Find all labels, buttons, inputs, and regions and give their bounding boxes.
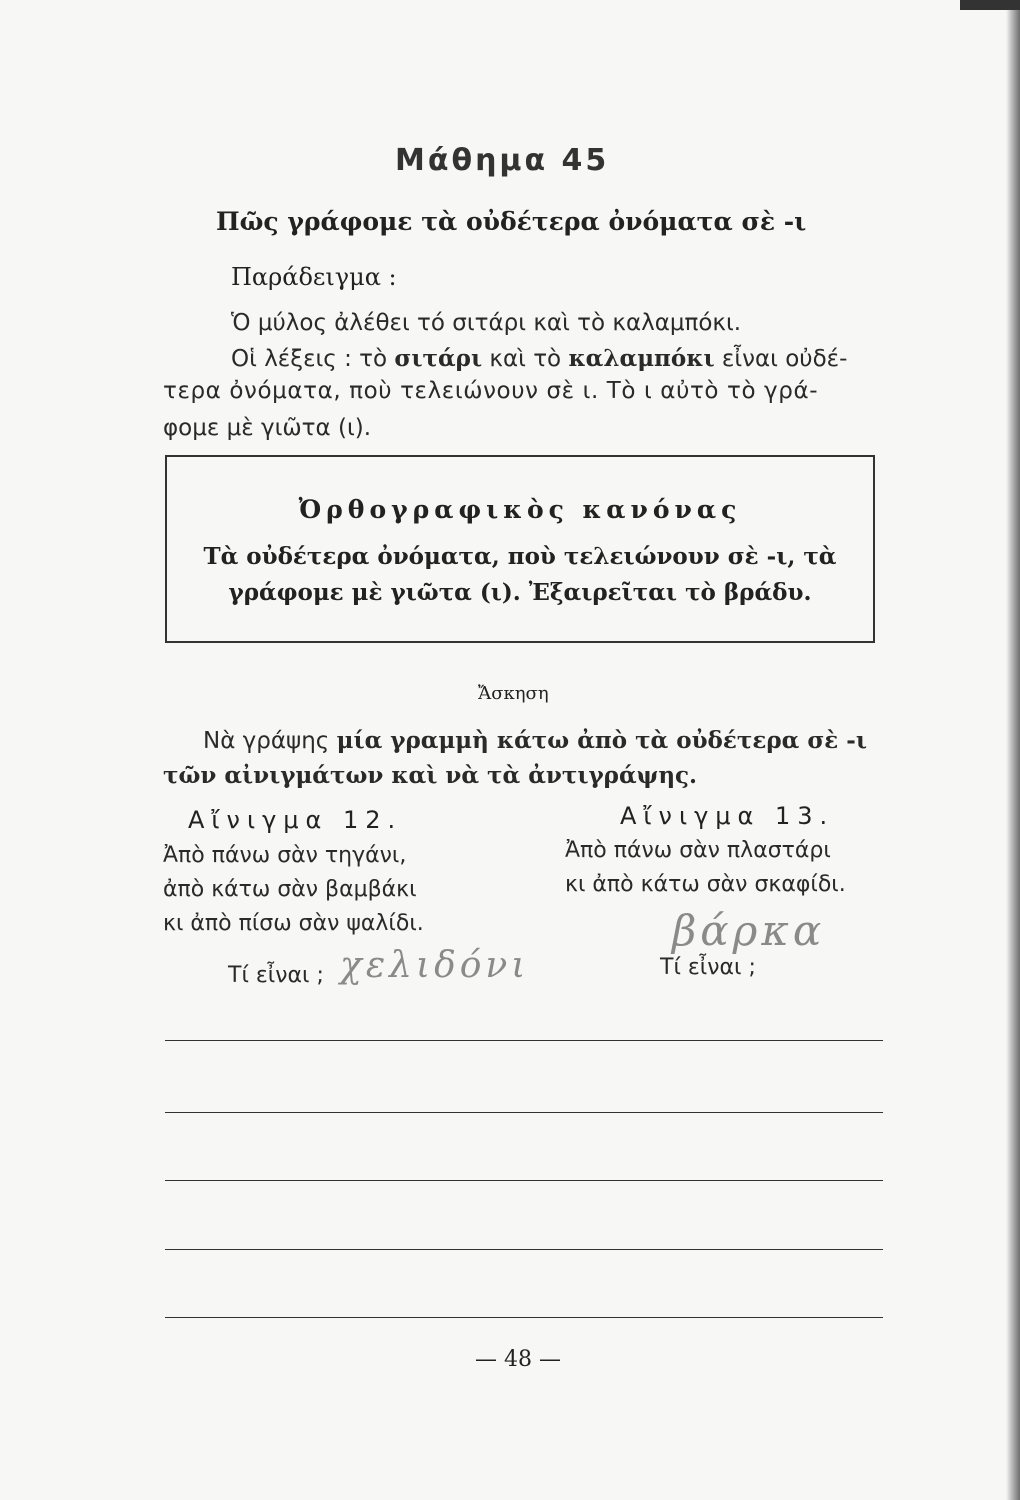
exercise-instruction-line-2: τῶν αἰνιγμάτων καὶ νὰ τὰ ἀντιγράψης. — [163, 762, 698, 789]
example-keyword-kalampoki: καλαμπόκι — [568, 345, 715, 372]
riddle-13-heading: Αἴνιγμα 13. — [620, 802, 835, 830]
answer-line-4 — [165, 1249, 883, 1250]
example-line-4: φομε μὲ γιῶτα (ι). — [163, 415, 372, 441]
exercise-instruction-line-1 — [203, 727, 867, 754]
example-line-2-part-a: Οἱ λέξεις : τὸ — [231, 346, 388, 372]
riddle-12-line-3: κι ἀπὸ πίσω σὰν ψαλίδι. — [163, 911, 424, 936]
exercise-title: Ἄσκηση — [478, 683, 549, 704]
riddle-13-question: Τί εἶναι ; — [660, 955, 756, 980]
lesson-subtitle: Πῶς γράφομε τὰ οὐδέτερα ὀνόματα σὲ -ι — [216, 207, 807, 236]
example-line-2-part-e: εἶναι οὐδέ- — [721, 346, 848, 372]
instruction-part-b: μία γραμμὴ κάτω ἀπὸ τὰ οὐδέτερα σὲ -ι — [336, 727, 867, 754]
rule-title: Ὀρθογραφικὸς κανόνας — [298, 495, 742, 524]
riddle-12-handwritten-answer: χελιδόνι — [340, 945, 530, 986]
answer-line-3 — [165, 1180, 883, 1181]
riddle-12-line-2: ἀπὸ κάτω σὰν βαμβάκι — [163, 877, 417, 902]
riddle-12-question: Τί εἶναι ; — [228, 963, 324, 988]
riddle-12-heading: Αἴνιγμα 12. — [188, 806, 403, 834]
rule-line-1: Τὰ οὐδέτερα ὀνόματα, ποὺ τελειώνουν σὲ -ι, τὰ — [203, 543, 837, 570]
answer-line-5 — [165, 1317, 883, 1318]
spelling-rule-box — [165, 455, 875, 643]
rule-line-2: γράφομε μὲ γιῶτα (ι). Ἐξαιρεῖται τὸ βράδυ. — [228, 579, 812, 606]
riddle-12-line-1: Ἀπὸ πάνω σὰν τηγάνι, — [163, 843, 407, 868]
example-label: Παράδειγμα : — [231, 263, 397, 291]
instruction-part-a: Νὰ γράψης — [203, 728, 330, 754]
riddle-13-handwritten-answer: βάρκα — [672, 906, 826, 955]
example-line-3: τερα ὀνόματα, ποὺ τελειώνουν σὲ ι. Τὸ ι αὐτὸ τὸ γρά- — [163, 378, 819, 404]
page-corner-shadow — [960, 0, 1020, 10]
page-number: — 48 — — [475, 1347, 561, 1372]
example-line-2 — [231, 345, 847, 372]
answer-line-2 — [165, 1112, 883, 1113]
riddle-13-line-2: κι ἀπὸ κάτω σὰν σκαφίδι. — [565, 872, 846, 897]
page-edge-shadow — [1006, 0, 1020, 1500]
example-keyword-sitari: σιτάρι — [394, 345, 483, 372]
lesson-title: Μάθημα 45 — [395, 143, 610, 178]
example-line-2-part-c: καὶ τὸ — [489, 346, 562, 372]
example-line-1: Ὁ μύλος ἀλέθει τό σιτάρι καὶ τὸ καλαμπόκι. — [231, 310, 742, 336]
riddle-13-line-1: Ἀπὸ πάνω σὰν πλαστάρι — [565, 838, 831, 863]
answer-line-1 — [165, 1040, 883, 1041]
